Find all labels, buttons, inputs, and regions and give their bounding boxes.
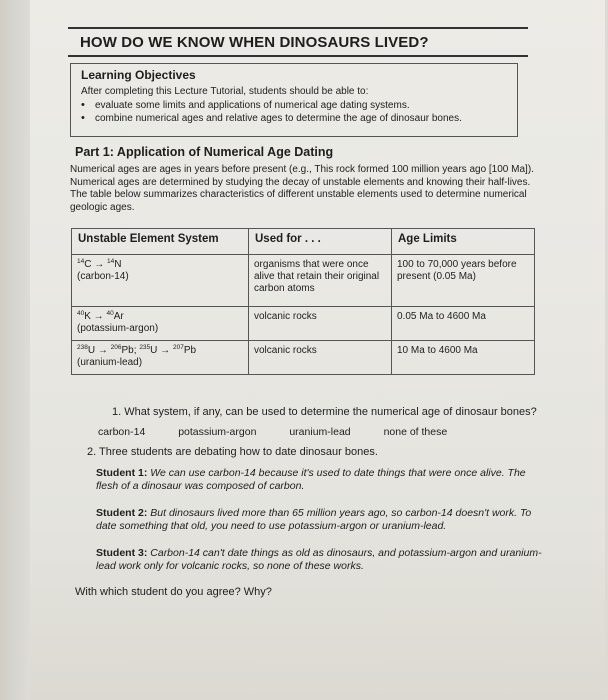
table-header-row [72, 229, 535, 255]
objective-item: • evaluate some limits and applications of numerical age dating systems. [81, 99, 462, 112]
cell-system [72, 307, 249, 341]
decay-arrow: → [91, 259, 108, 270]
system-name: (uranium-lead) [77, 357, 143, 368]
choice-carbon-14[interactable]: carbon-14 [98, 426, 146, 438]
table-row [72, 341, 535, 375]
mass-number: 238 [77, 344, 88, 351]
element-symbol: Ar [113, 311, 124, 322]
mass-number: 14 [107, 258, 115, 265]
decay-arrow: → [95, 345, 111, 356]
page-title: HOW DO WE KNOW WHEN DINOSAURS LIVED? [80, 34, 429, 51]
system-name: (potassium-argon) [77, 323, 159, 334]
student-2-text: But dinosaurs lived more than 65 million years ago, so carbon-14 doesn't work. To date something that old, you need to use potassium-argon or uranium-lead. [96, 507, 532, 532]
cell-system [72, 255, 249, 307]
top-rule [68, 27, 528, 29]
mass-number: 40 [106, 310, 114, 317]
cell-used-for: volcanic rocks [249, 307, 392, 341]
table-row [72, 307, 535, 341]
learning-objectives-box [70, 63, 518, 137]
part1-heading: Part 1: Application of Numerical Age Dating [75, 145, 334, 159]
element-symbol: Pb; [121, 345, 140, 356]
question-1: 1. What system, if any, can be used to determine the numerical age of dinosaur bones? [112, 406, 537, 418]
choice-uranium-lead[interactable]: uranium-lead [289, 426, 351, 438]
part1-paragraph: Numerical ages are ages in years before present (e.g., This rock formed 100 million years ago [100 Ma]). Numerical ages are determined by studying the decay of unstable elements and knowing their half-lives. The table below summarizes characteristics of different unstable elements used to determine numerical geologic ages. [70, 164, 534, 213]
objectives-heading: Learning Objectives [81, 68, 196, 82]
system-name: (carbon-14) [77, 271, 129, 282]
isotope-equation [77, 259, 243, 271]
student-2-statement [96, 507, 546, 533]
question-2: 2. Three students are debating how to date dinosaur bones. [87, 446, 378, 458]
cell-used-for: organisms that were once alive that retain their original carbon atoms [249, 255, 392, 307]
element-symbol: K [84, 311, 91, 322]
mass-number: 207 [172, 344, 184, 351]
student-3-statement [96, 547, 546, 573]
title-rule [68, 55, 528, 57]
cell-age-limits: 0.05 Ma to 4600 Ma [392, 307, 535, 341]
objective-item: • combine numerical ages and relative ages to determine the age of dinosaur bones. [81, 112, 462, 125]
student-1-statement [96, 467, 546, 493]
choice-none[interactable]: none of these [383, 426, 448, 438]
isotope-equation [77, 311, 243, 323]
element-symbol: Pb [183, 345, 197, 356]
mass-number: 14 [77, 258, 85, 265]
choice-potassium-argon[interactable]: potassium-argon [178, 426, 257, 438]
decay-arrow: → [157, 345, 173, 356]
decay-arrow: → [90, 311, 107, 322]
mass-number: 40 [77, 310, 85, 317]
student-1-text: We can use carbon-14 because it's used to date things that were once alive. The flesh of a dinosaur was composed of carbon. [96, 467, 526, 492]
objectives-intro: After completing this Lecture Tutorial, students should be able to: [81, 86, 369, 97]
element-symbol: U [87, 345, 96, 356]
header-age-limits: Age Limits [392, 229, 535, 255]
element-symbol: U [150, 345, 158, 356]
agree-question: With which student do you agree? Why? [75, 586, 272, 598]
mass-number: 235 [139, 344, 151, 351]
page-edge-shadow [0, 0, 30, 700]
student-3-label: Student 3: [96, 547, 148, 559]
question-1-choices [98, 426, 477, 438]
element-symbol: C [84, 259, 92, 270]
cell-used-for: volcanic rocks [249, 341, 392, 375]
table-row [72, 255, 535, 307]
isotope-equation [77, 345, 243, 357]
cell-age-limits: 10 Ma to 4600 Ma [392, 341, 535, 375]
student-1-label: Student 1: [96, 467, 148, 479]
header-used-for: Used for . . . [249, 229, 392, 255]
cell-system [72, 341, 249, 375]
student-3-text: Carbon-14 can't date things as old as dinosaurs, and potassium-argon and uranium-lead work only for volcanic rocks, so none of these works. [96, 547, 542, 572]
unstable-elements-table [71, 228, 535, 375]
element-symbol: N [114, 259, 122, 270]
cell-age-limits: 100 to 70,000 years before present (0.05 Ma) [392, 255, 535, 307]
header-system: Unstable Element System [72, 229, 249, 255]
objectives-list [81, 99, 462, 125]
mass-number: 206 [110, 344, 122, 351]
student-2-label: Student 2: [96, 507, 148, 519]
